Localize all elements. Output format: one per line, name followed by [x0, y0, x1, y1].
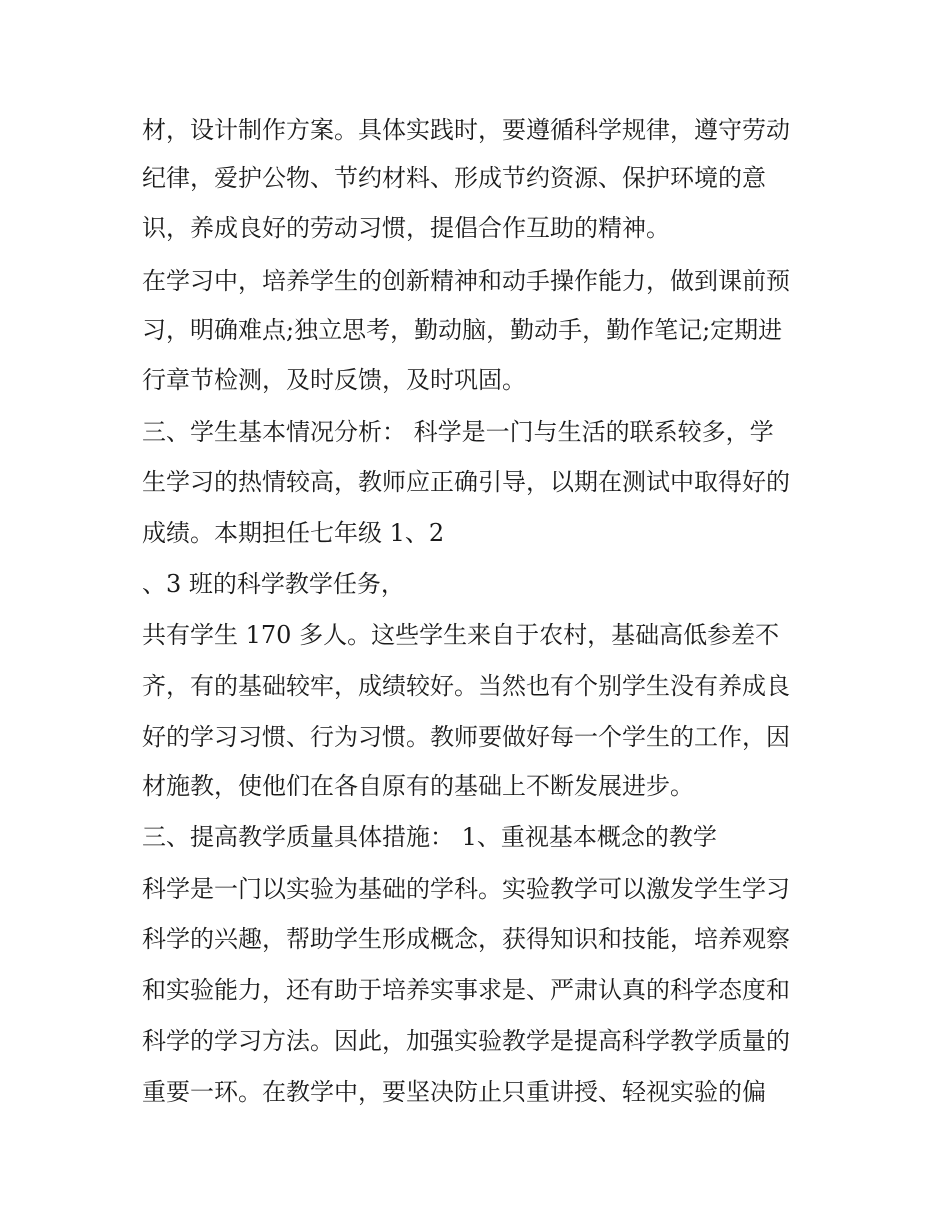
- text-line: 三、学生基本情况分析： 科学是一门与生活的联系较多，学: [142, 418, 774, 446]
- text-line: 科学的兴趣，帮助学生形成概念，获得知识和技能，培养观察: [142, 925, 790, 953]
- text-line: 材施教，使他们在各自原有的基础上不断发展进步。: [142, 772, 694, 800]
- text-line: 生学习的热情较高，教师应正确引导，以期在测试中取得好的: [142, 468, 790, 496]
- text-line: 材，设计制作方案。具体实践时，要遵循科学规律，遵守劳动: [142, 116, 790, 144]
- text-line: 科学是一门以实验为基础的学科。实验教学可以激发学生学习: [142, 875, 790, 903]
- text-line: 行章节检测，及时反馈，及时巩固。: [142, 366, 526, 394]
- text-line: 共有学生 170 多人。这些学生来自于农村，基础高低参差不: [142, 621, 780, 649]
- text-line: 纪律，爱护公物、节约材料、形成节约资源、保护环境的意: [142, 164, 766, 192]
- text-line: 成绩。本期担任七年级 1、2: [142, 519, 445, 547]
- text-line: 、3 班的科学教学任务，: [142, 570, 405, 598]
- text-line: 好的学习习惯、行为习惯。教师要做好每一个学生的工作，因: [142, 723, 790, 751]
- text-line: 重要一环。在教学中，要坚决防止只重讲授、轻视实验的偏: [142, 1078, 766, 1106]
- text-line: 识，养成良好的劳动习惯，提倡合作互助的精神。: [142, 214, 670, 242]
- text-line: 科学的学习方法。因此，加强实验教学是提高科学教学质量的: [142, 1027, 790, 1055]
- text-line: 齐，有的基础较牢，成绩较好。当然也有个别学生没有养成良: [142, 672, 790, 700]
- text-line: 和实验能力，还有助于培养实事求是、严肃认真的科学态度和: [142, 976, 790, 1004]
- text-line: 三、提高教学质量具体措施： 1、重视基本概念的教学: [142, 823, 717, 851]
- text-line: 习，明确难点;独立思考，勤动脑，勤动手，勤作笔记;定期进: [142, 316, 783, 344]
- text-line: 在学习中，培养学生的创新精神和动手操作能力，做到课前预: [142, 267, 790, 295]
